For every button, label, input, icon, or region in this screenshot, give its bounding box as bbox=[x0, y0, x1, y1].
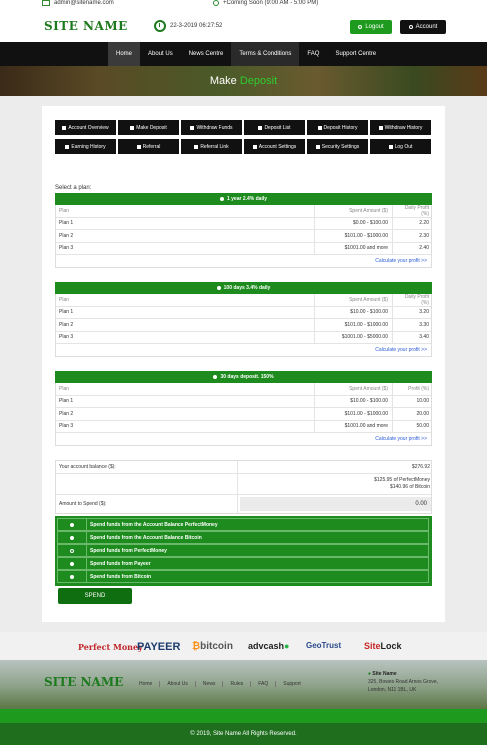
nav-terms[interactable]: Terms & Conditions bbox=[231, 42, 299, 66]
address-line-1: 325, Bowes Road Arnos Grove, bbox=[368, 679, 439, 685]
spend-option-label: Spend funds from the Account Balance Bitcoin bbox=[87, 531, 429, 544]
table-row bbox=[56, 230, 431, 243]
radio-icon bbox=[70, 562, 74, 566]
col-profit: Profit (%) bbox=[392, 383, 433, 395]
link-icon bbox=[194, 145, 198, 149]
plan-block bbox=[55, 282, 432, 357]
overview-icon bbox=[62, 126, 66, 130]
plan-title: 30 days deposit. 150% bbox=[220, 374, 274, 380]
nav-faq[interactable]: FAQ bbox=[307, 51, 320, 57]
cell-spent: $101.00 - $1000.00 bbox=[314, 230, 392, 242]
tab-label: Referral bbox=[142, 143, 161, 150]
logout-label: Logout bbox=[365, 24, 384, 30]
nav-about[interactable]: About Us bbox=[148, 51, 173, 57]
tab-account-overview[interactable] bbox=[55, 120, 116, 135]
power-icon bbox=[389, 145, 393, 149]
tab-earning-history[interactable] bbox=[55, 139, 116, 154]
sitelock-text-a: Site bbox=[364, 641, 381, 651]
cell-spent: $10.00 - $100.00 bbox=[314, 396, 392, 408]
account-label: Account bbox=[415, 24, 438, 30]
cell-spent: $10.00 - $100.00 bbox=[314, 307, 392, 319]
cell-profit: 10.00 bbox=[392, 396, 433, 408]
cell-spent: $101.00 - $1000.00 bbox=[314, 319, 392, 331]
tab-deposit-list[interactable] bbox=[244, 120, 305, 135]
cell-plan: Plan 3 bbox=[59, 245, 74, 252]
sitelock-logo bbox=[364, 641, 402, 651]
sitelock-text-b: Lock bbox=[380, 641, 402, 651]
plan-title: 100 days 3.4% daily bbox=[223, 285, 271, 291]
cell-plan: Plan 2 bbox=[59, 321, 74, 328]
footer-address bbox=[368, 670, 438, 694]
tab-label: Log Out bbox=[394, 143, 413, 150]
amount-input[interactable]: 0.00 bbox=[240, 497, 431, 511]
footer-link-about[interactable]: About Us bbox=[160, 681, 196, 687]
spend-option[interactable] bbox=[57, 544, 430, 557]
page-banner bbox=[0, 66, 487, 96]
col-spent: Spent Amount ($) bbox=[314, 383, 392, 395]
table-row bbox=[56, 332, 431, 345]
perfectmoney-logo: Perfect Money bbox=[78, 642, 143, 652]
spend-option-label: Spend funds from Payeer bbox=[87, 557, 429, 570]
amount-label: Amount to Spend ($): bbox=[59, 501, 107, 507]
plan-table bbox=[55, 383, 432, 446]
calculate-profit-link[interactable]: Calculate your profit >> bbox=[375, 258, 427, 264]
footer-link-news[interactable]: News bbox=[196, 681, 224, 687]
tab-referral[interactable] bbox=[118, 139, 179, 154]
radio-button[interactable] bbox=[57, 544, 87, 557]
tab-label: Account Settings bbox=[258, 143, 297, 150]
tab-referral-link[interactable] bbox=[181, 139, 242, 154]
table-row bbox=[56, 218, 431, 231]
radio-icon bbox=[70, 549, 74, 553]
history-icon bbox=[318, 126, 322, 130]
radio-icon[interactable] bbox=[213, 375, 217, 379]
bitcoin-icon: ₿ bbox=[192, 641, 201, 652]
cell-spent: $1001.00 - $5000.00 bbox=[314, 332, 392, 344]
table-row bbox=[56, 243, 431, 256]
list-icon bbox=[258, 126, 262, 130]
calculate-profit-link[interactable]: Calculate your profit >> bbox=[375, 347, 427, 353]
logout-icon bbox=[358, 25, 362, 29]
radio-button[interactable] bbox=[57, 570, 87, 583]
balance-value: $276.92 bbox=[237, 461, 433, 473]
amount-row bbox=[56, 495, 431, 513]
spend-option-label: Spend funds from Bitcoin bbox=[87, 570, 429, 583]
nav-news[interactable]: News Centre bbox=[188, 51, 224, 57]
cell-plan: Plan 3 bbox=[59, 423, 74, 430]
col-spent: Spent Amount ($) bbox=[314, 294, 392, 306]
deposit-icon bbox=[130, 126, 134, 130]
tab-withdraw-funds[interactable] bbox=[181, 120, 242, 135]
tab-label: Security Settings bbox=[321, 143, 360, 150]
radio-button[interactable] bbox=[57, 557, 87, 570]
tab-label: Account Overview bbox=[68, 124, 109, 131]
tab-account-settings[interactable] bbox=[244, 139, 305, 154]
plan-title: 1 year 2.4% daily bbox=[226, 196, 268, 202]
col-profit: Daily Profit (%) bbox=[392, 205, 433, 217]
title-part-2: Deposit bbox=[239, 75, 278, 87]
advcash-logo: advcash● bbox=[248, 641, 290, 651]
address-title: Site Name bbox=[372, 671, 397, 677]
phone-icon bbox=[213, 0, 219, 6]
radio-icon[interactable] bbox=[217, 286, 221, 290]
footer-link-faq[interactable]: FAQ bbox=[251, 681, 276, 687]
tab-log-out[interactable] bbox=[370, 139, 431, 154]
site-logo[interactable]: SITE NAME bbox=[44, 19, 128, 33]
address-line-2: London, N11 1BL, UK bbox=[368, 687, 417, 693]
user-icon bbox=[409, 25, 413, 29]
cell-plan: Plan 3 bbox=[59, 334, 74, 341]
plan-block bbox=[55, 193, 432, 268]
server-clock bbox=[154, 20, 222, 32]
radio-icon bbox=[70, 575, 74, 579]
balance-detail bbox=[237, 474, 433, 494]
table-header bbox=[56, 205, 431, 218]
select-plan-label: Select a plan: bbox=[55, 185, 92, 191]
footer-bar bbox=[0, 709, 487, 723]
tab-label: Deposit History bbox=[323, 124, 358, 131]
plan-table bbox=[55, 205, 432, 268]
earning-icon bbox=[65, 145, 69, 149]
cell-spent: $1001.00 and more bbox=[314, 243, 392, 255]
plan-header[interactable] bbox=[55, 193, 432, 205]
calculate-profit-link[interactable]: Calculate your profit >> bbox=[375, 436, 427, 442]
tab-label: Make Deposit bbox=[136, 124, 167, 131]
geotrust-logo: GeoTrust bbox=[306, 641, 342, 650]
spend-option[interactable] bbox=[57, 557, 430, 570]
cell-profit: 50.00 bbox=[392, 421, 433, 433]
spend-options bbox=[55, 516, 432, 586]
tab-label: Deposit List bbox=[264, 124, 291, 131]
radio-icon bbox=[70, 523, 74, 527]
cell-plan: Plan 2 bbox=[59, 410, 74, 417]
spend-option[interactable] bbox=[57, 518, 430, 531]
cell-spent: $0.00 - $100.00 bbox=[314, 218, 392, 230]
title-part-1: Make bbox=[209, 75, 237, 87]
cell-plan: Plan 2 bbox=[59, 232, 74, 239]
balance-row bbox=[56, 461, 431, 474]
spend-option-label: Spend funds from the Account Balance PerfectMoney bbox=[87, 518, 429, 531]
tab-security-settings[interactable] bbox=[307, 139, 368, 154]
cell-plan: Plan 1 bbox=[59, 309, 74, 316]
table-row bbox=[56, 396, 431, 409]
cell-profit: 20.00 bbox=[392, 408, 433, 420]
table-row bbox=[56, 408, 431, 421]
tab-label: Referral Link bbox=[200, 143, 229, 150]
cell-spent: $1001.00 and more bbox=[314, 421, 392, 433]
nav-support[interactable]: Support Centre bbox=[335, 51, 377, 57]
tab-label: Earning History bbox=[71, 143, 106, 150]
tab-label: Withdraw History bbox=[384, 124, 423, 131]
referral-icon bbox=[137, 145, 141, 149]
deposit-card bbox=[42, 106, 445, 622]
page-title bbox=[0, 75, 487, 87]
withdraw-icon bbox=[190, 126, 194, 130]
bitcoin-logo bbox=[192, 641, 233, 652]
logout-button[interactable] bbox=[350, 20, 392, 34]
partner-logos bbox=[0, 632, 487, 660]
radio-button[interactable] bbox=[57, 518, 87, 531]
shield-icon bbox=[316, 145, 320, 149]
mail-icon bbox=[42, 0, 50, 6]
col-plan: Plan bbox=[59, 208, 70, 214]
plan-header[interactable] bbox=[55, 371, 432, 383]
cell-profit: 2.30 bbox=[392, 230, 433, 242]
plan-block bbox=[55, 371, 432, 446]
bitcoin-text: bitcoin bbox=[200, 641, 233, 652]
email-text: admin@sitename.com bbox=[54, 0, 114, 6]
detail-bitcoin: $140.96 of Bitcoin bbox=[389, 484, 430, 490]
footer-link-home[interactable]: Home bbox=[132, 681, 160, 687]
col-profit: Daily Profit (%) bbox=[392, 294, 433, 306]
tab-label: Withdraw Funds bbox=[196, 124, 233, 131]
spend-option[interactable] bbox=[57, 570, 430, 583]
cell-profit: 3.40 bbox=[392, 332, 433, 344]
radio-icon bbox=[70, 536, 74, 540]
spend-button[interactable]: SPEND bbox=[58, 588, 132, 604]
footer-link-support[interactable]: Support bbox=[283, 681, 301, 687]
plan-header[interactable] bbox=[55, 282, 432, 294]
balance-label: Your account balance ($): bbox=[59, 464, 116, 470]
table-header bbox=[56, 294, 431, 307]
location-icon: ● bbox=[368, 671, 372, 677]
account-menu bbox=[55, 120, 431, 154]
table-row bbox=[56, 319, 431, 332]
account-button[interactable] bbox=[400, 20, 446, 34]
footer-logo[interactable]: SITE NAME bbox=[44, 675, 124, 689]
plan-table bbox=[55, 294, 432, 357]
top-bar bbox=[0, 0, 487, 10]
header bbox=[0, 10, 487, 42]
contact-email[interactable] bbox=[42, 0, 114, 6]
contact-phone bbox=[213, 0, 318, 6]
spend-option-label: Spend funds from PerfectMoney bbox=[87, 544, 429, 557]
cell-profit: 2.20 bbox=[392, 218, 433, 230]
nav-home[interactable]: Home bbox=[108, 42, 140, 66]
cell-profit: 3.20 bbox=[392, 307, 433, 319]
detail-perfectmoney: $125.95 of PerfectMoney bbox=[374, 477, 430, 483]
tab-make-deposit[interactable] bbox=[118, 120, 179, 135]
cell-plan: Plan 1 bbox=[59, 220, 74, 227]
col-plan: Plan bbox=[59, 385, 70, 392]
history-icon bbox=[379, 126, 383, 130]
tab-deposit-history[interactable] bbox=[307, 120, 368, 135]
table-row bbox=[56, 307, 431, 320]
tab-withdraw-history[interactable] bbox=[370, 120, 431, 135]
radio-button[interactable] bbox=[57, 531, 87, 544]
footer-links bbox=[132, 681, 308, 687]
cell-plan: Plan 1 bbox=[59, 398, 74, 405]
cell-profit: 2.40 bbox=[392, 243, 433, 255]
balance-table bbox=[55, 460, 432, 514]
table-header bbox=[56, 383, 431, 396]
spend-option[interactable] bbox=[57, 531, 430, 544]
radio-icon[interactable] bbox=[220, 197, 224, 201]
settings-icon bbox=[253, 145, 257, 149]
col-spent: Spent Amount ($) bbox=[314, 205, 392, 217]
clock-text: 22-3-2019 06:27:52 bbox=[170, 23, 223, 29]
clock-icon bbox=[154, 20, 166, 32]
table-row bbox=[56, 421, 431, 434]
payeer-logo: PAYEER bbox=[137, 641, 181, 653]
cell-profit: 3.30 bbox=[392, 319, 433, 331]
main-nav bbox=[0, 42, 487, 66]
phone-text: +Coming Soon (9:00 AM - 5:00 PM) bbox=[223, 0, 319, 6]
balance-detail-row bbox=[56, 474, 431, 495]
advcash-text: advcash bbox=[248, 641, 285, 651]
cell-spent: $101.00 - $1000.00 bbox=[314, 408, 392, 420]
col-plan: Plan bbox=[59, 297, 70, 303]
footer-link-rules[interactable]: Rules bbox=[223, 681, 251, 687]
copyright: © 2019, Site Name All Rights Reserved. bbox=[0, 723, 487, 745]
